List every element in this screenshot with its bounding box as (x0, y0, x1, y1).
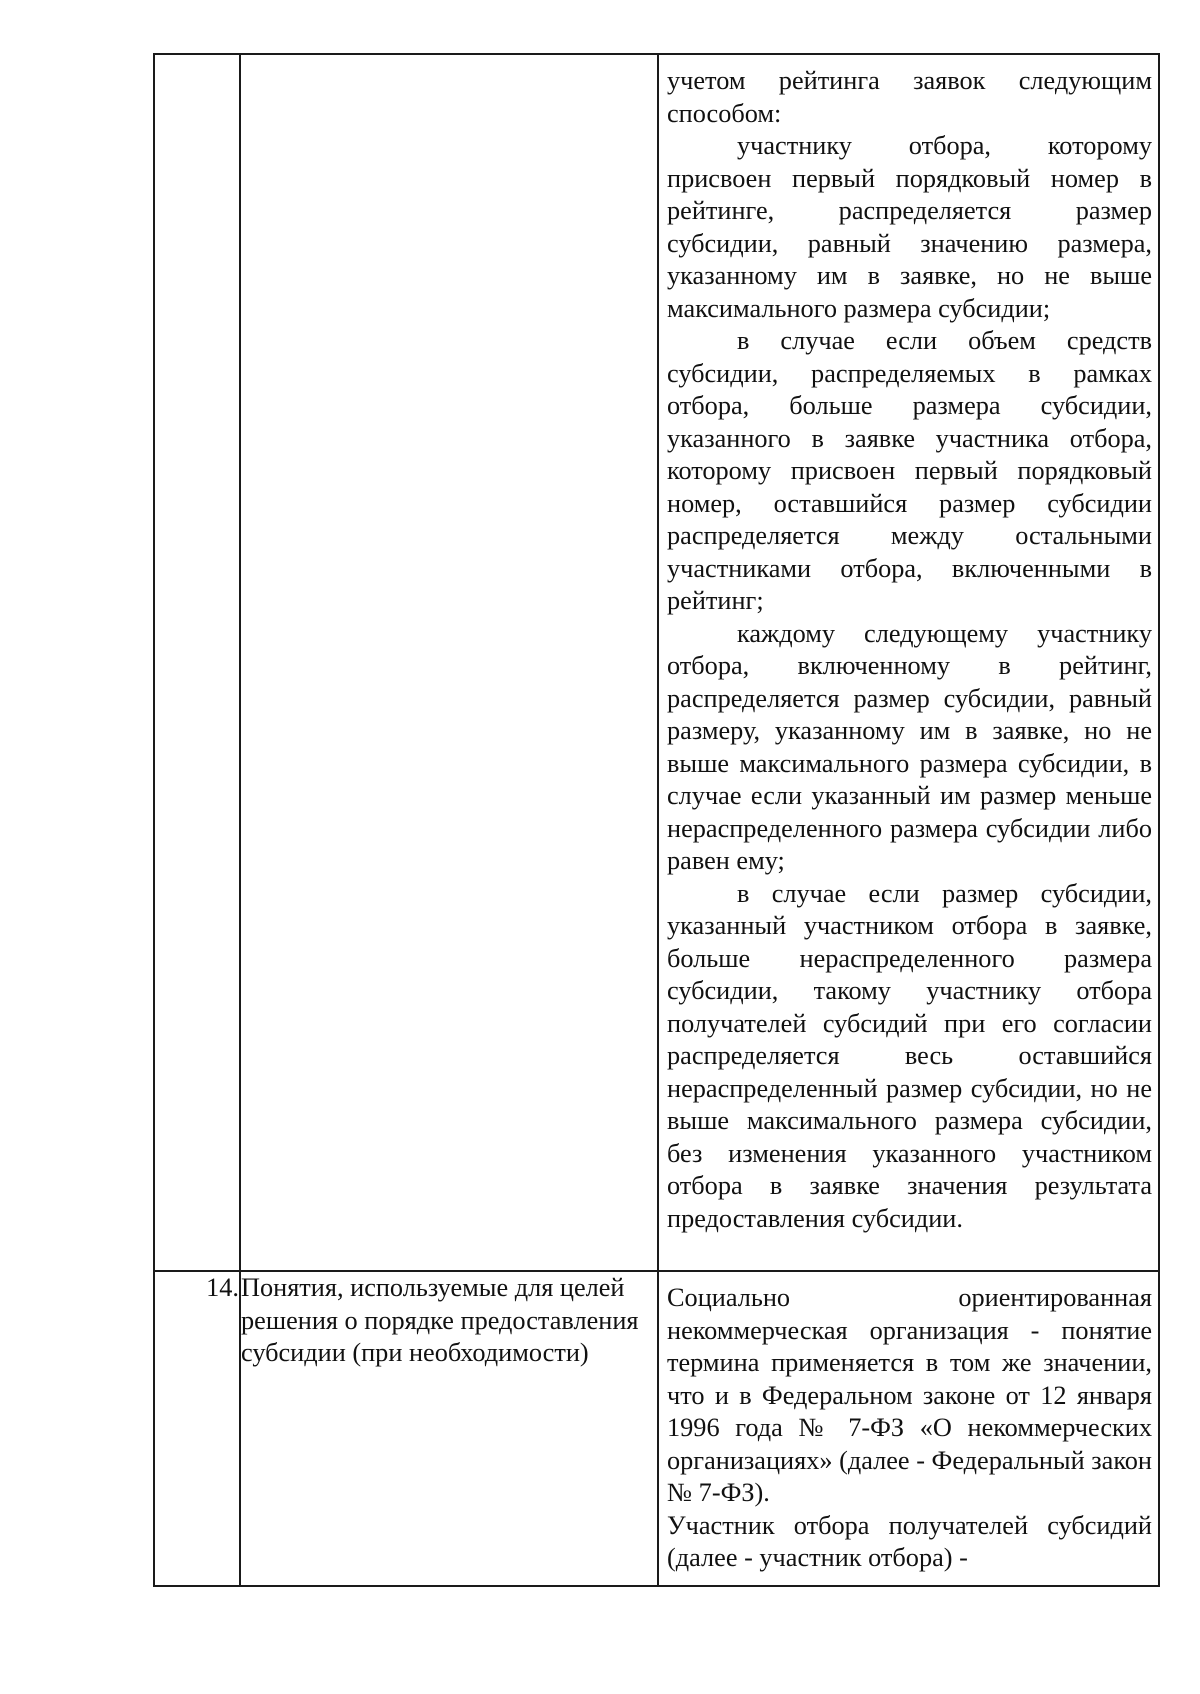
row-name-cell: Понятия, используемые для целей решения о порядке предоставления субсидии (при необходимости) (240, 1271, 658, 1586)
row-number-cell: 14. (154, 1271, 240, 1586)
row-content (659, 1272, 1158, 1585)
paragraph: в случае если объем средств субсидии, распределяемых в рамках отбора, больше размера субсидии, указанного в заявке участника отбора, которому присвоен первый порядковый номер, оставшийся размер субсидии распределяется между остальными участниками отбора, включенными в рейтинг; (667, 326, 1152, 615)
paragraph: Участник отбора получателей субсидий (далее - участник отбора) - (667, 1510, 1152, 1572)
row-content-cell (658, 54, 1159, 1271)
paragraph: учетом рейтинга заявок следующим способом: (667, 66, 1152, 128)
table-row (154, 1271, 1159, 1586)
paragraph: участнику отбора, которому присвоен первый порядковый номер в рейтинге, распределяется размер субсидии, равный значению размера, указанному им в заявке, но не выше максимального размера субсидии; (667, 131, 1152, 323)
paragraph: каждому следующему участнику отбора, включенному в рейтинг, распределяется размер субсидии, равный размеру, указанному им в заявке, но не выше максимального размера субсидии, в случае если указанный им размер меньше нераспределенного размера субсидии либо равен ему; (667, 618, 1152, 875)
paragraph: Социально ориентированная некоммерческая организация - понятие термина применяется в том же значении, что и в Федеральном законе от 12 января 1996 года № 7-ФЗ «О некоммерческих организациях» (далее - Федеральный закон № 7-ФЗ). (667, 1283, 1152, 1507)
table-row (154, 54, 1159, 1271)
row-name-cell (240, 54, 658, 1271)
row-number-cell (154, 54, 240, 1271)
paragraph: в случае если размер субсидии, указанный участником отбора в заявке, больше нераспределенного размера субсидии, такому участнику отбора получателей субсидий при его согласии распределяется весь оставшийся нераспределенный размер субсидии, но не выше максимального размера субсидии, без изменения указанного участником отбора в заявке значения результата предоставления субсидии. (667, 878, 1152, 1233)
row-content (659, 55, 1158, 1245)
row-content-cell (658, 1271, 1159, 1586)
regulation-table (153, 53, 1160, 1587)
